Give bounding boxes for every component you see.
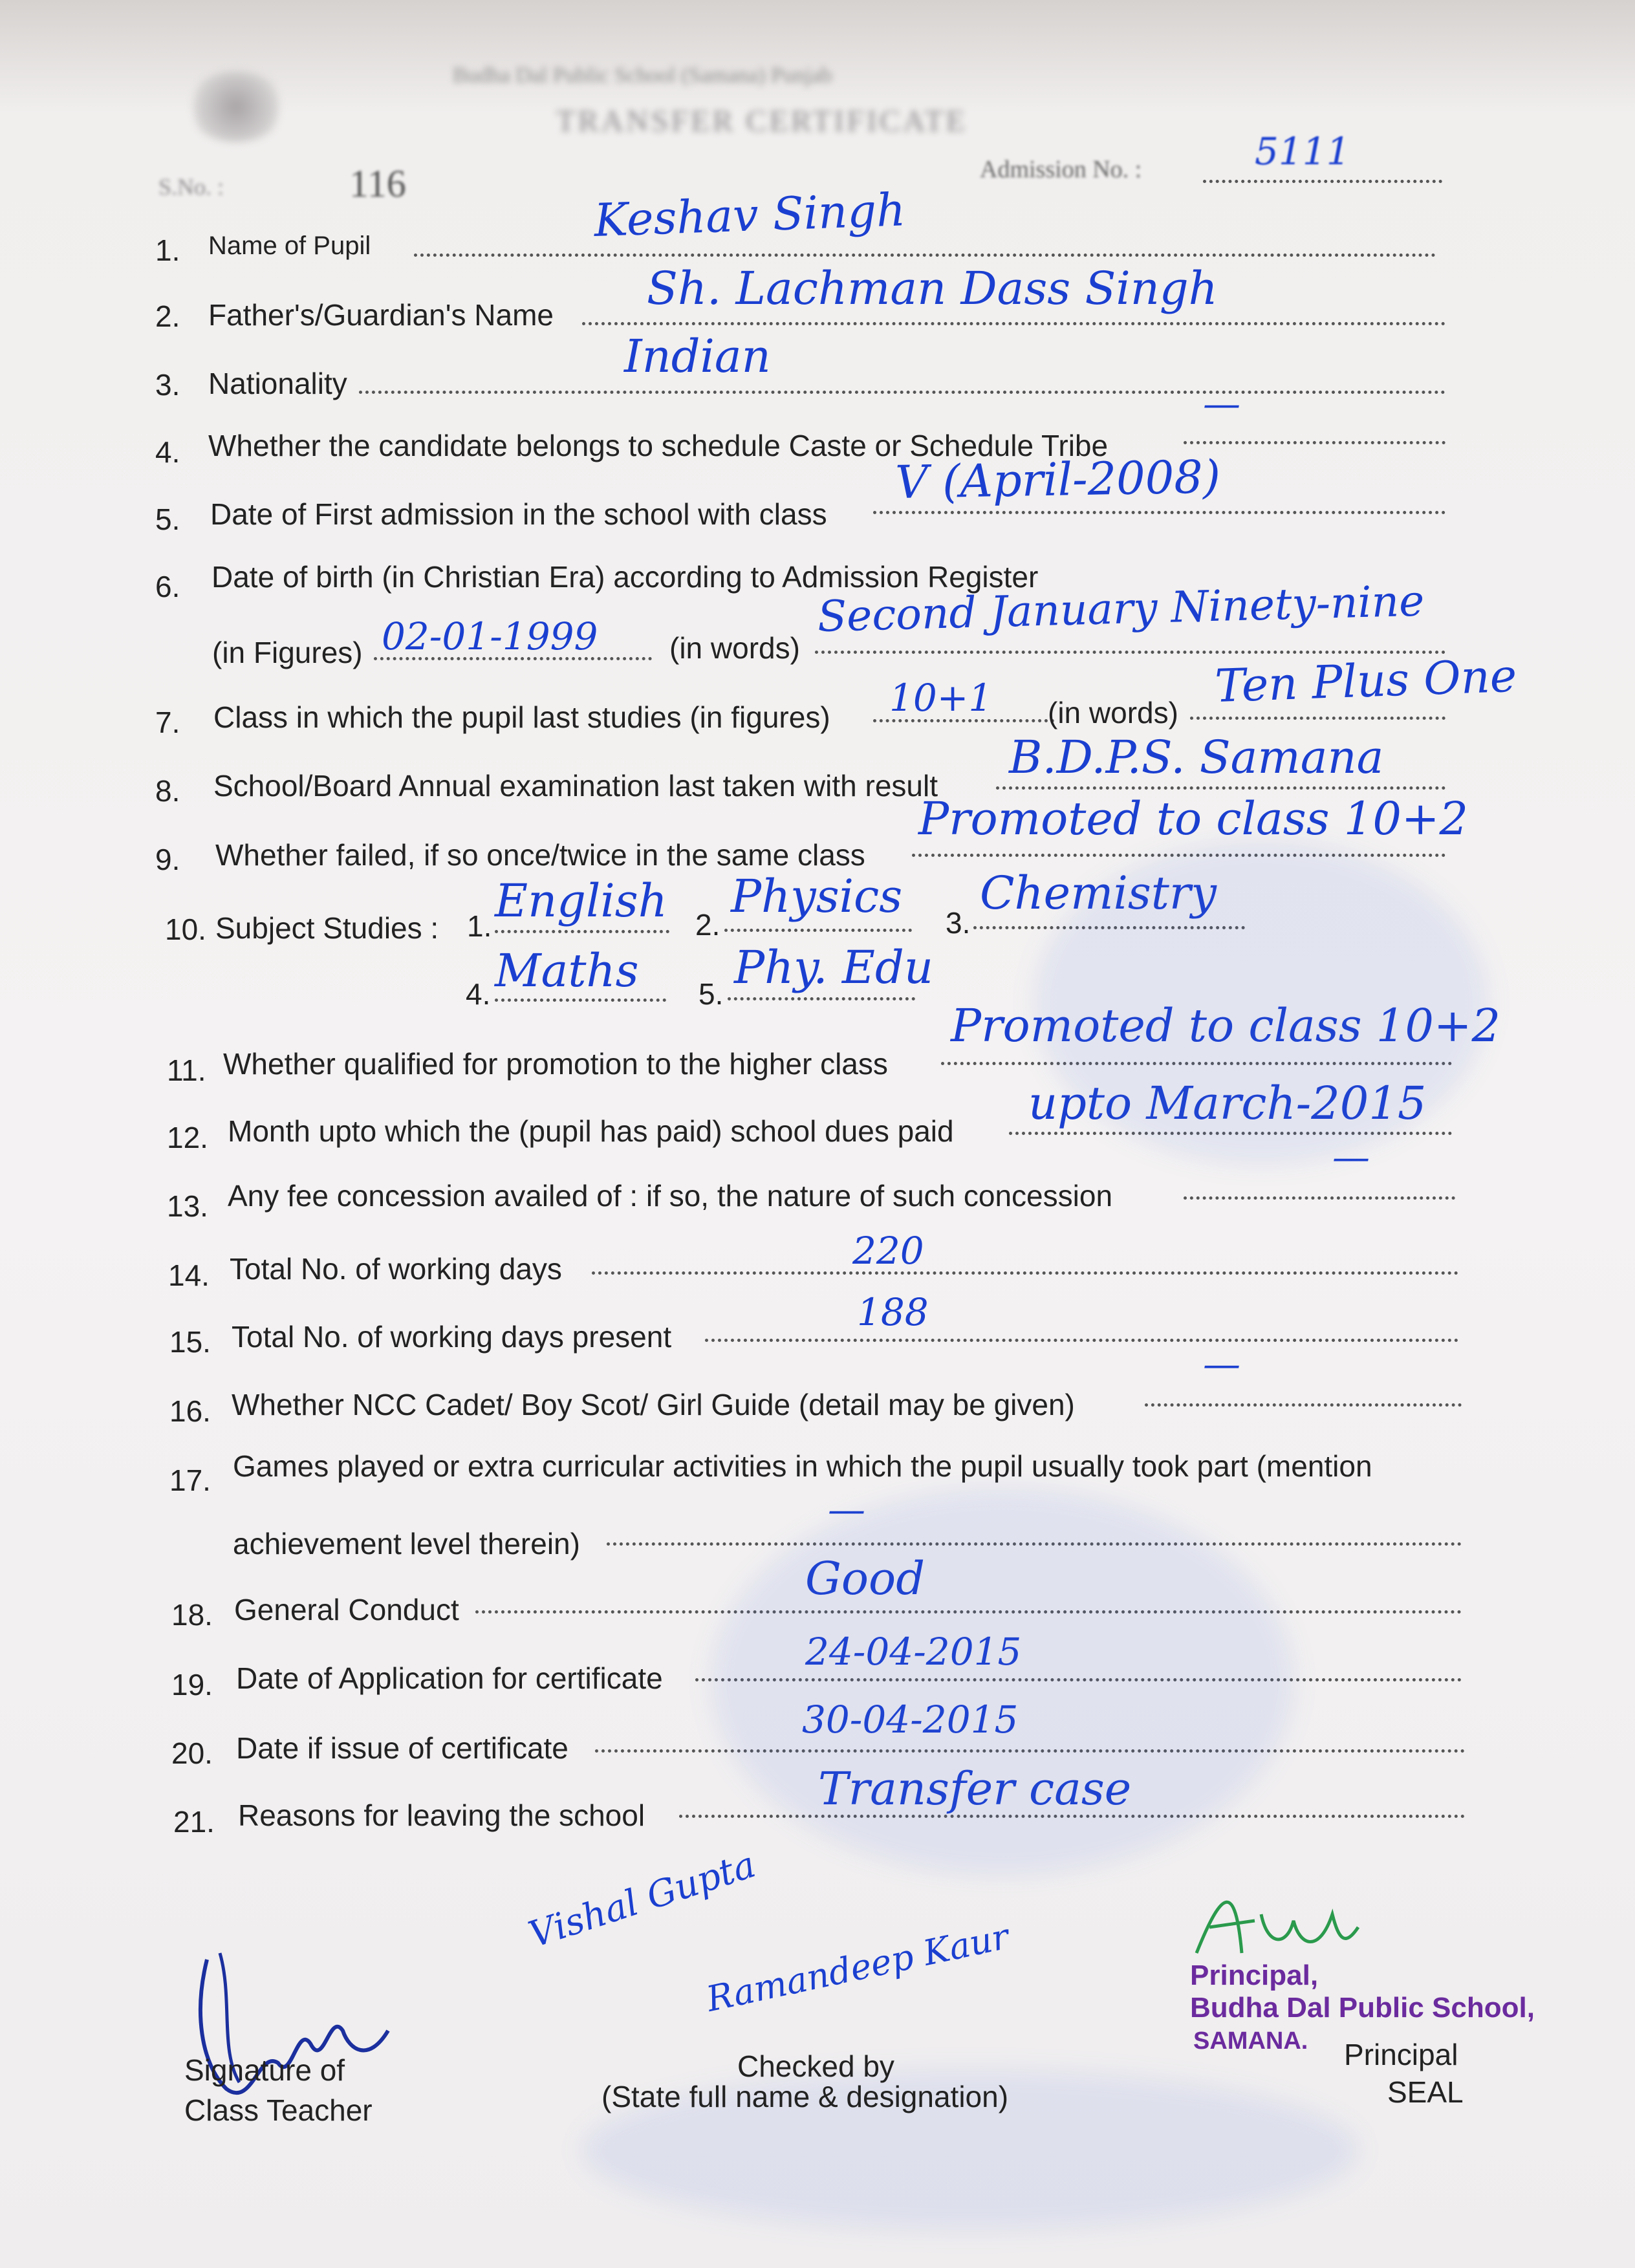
caste-value: — [1203, 382, 1240, 426]
leaving-reason-value: Transfer case [818, 1762, 1132, 1815]
subject-1-number: 1. [467, 909, 492, 943]
item-20-number: 20. [171, 1736, 213, 1770]
item-9-number: 9. [155, 843, 180, 876]
item-21-label: Reasons for leaving the school [238, 1798, 645, 1832]
item-3-label: Nationality [208, 367, 347, 400]
class-teacher-caption: Signature of Class Teacher [184, 2053, 373, 2127]
subject-5-number: 5. [698, 977, 724, 1011]
item-3-number: 3. [155, 368, 180, 402]
subject-1-value: English [495, 874, 667, 927]
item-6-number: 6. [155, 570, 180, 603]
checked-by-caption: Checked by [737, 2049, 894, 2083]
nationality-value: Indian [624, 330, 771, 383]
father-name-value: Sh. Lachman Dass Singh [647, 262, 1218, 315]
item-18-number: 18. [171, 1598, 213, 1632]
item-1-label: Name of Pupil [208, 232, 371, 260]
item-9-label: Whether failed, if so once/twice in the same class [215, 838, 865, 872]
dob-words-label: (in words) [669, 631, 800, 665]
sno-label: S.No. : [158, 174, 224, 200]
school-name-line: Budha Dal Public School (Samana) Punjab [453, 63, 832, 87]
item-16-number: 16. [169, 1394, 211, 1428]
days-present-value: 188 [857, 1290, 929, 1334]
failed-value: Promoted to class 10+2 [918, 792, 1469, 845]
item-13-label: Any fee concession availed of : if so, the nature of such concession [228, 1179, 1113, 1213]
principal-stamp-line2: Budha Dal Public School, [1190, 1992, 1535, 2024]
dues-paid-value: upto March-2015 [1028, 1077, 1427, 1130]
item-1-number: 1. [155, 233, 180, 267]
checker-signature-1: Vishal Gupta [523, 1843, 761, 1956]
sno-value: 116 [349, 162, 406, 205]
school-logo [188, 71, 285, 142]
item-18-label: General Conduct [234, 1593, 459, 1626]
item-19-label: Date of Application for certificate [236, 1661, 663, 1695]
item-17-label: Games played or extra curricular activities in which the pupil usually took part (mention [233, 1449, 1372, 1483]
conduct-value: Good [805, 1552, 926, 1605]
item-2-number: 2. [155, 299, 180, 333]
item-12-label: Month upto which the (pupil has paid) school dues paid [228, 1114, 954, 1148]
principal-stamp-line3: SAMANA. [1193, 2027, 1308, 2055]
checker-signature-2: Ramandeep Kaur [702, 1916, 1013, 2020]
item-7-number: 7. [155, 706, 180, 739]
item-15-number: 15. [169, 1325, 211, 1359]
pupil-name-value: Keshav Singh [593, 183, 907, 247]
last-class-words-value: Ten Plus One [1214, 649, 1518, 713]
games-value: — [828, 1487, 865, 1531]
last-class-words-label: (in words) [1048, 696, 1178, 729]
first-admission-value: V (April-2008) [894, 450, 1221, 509]
item-21-number: 21. [173, 1805, 215, 1839]
working-days-value: 220 [852, 1229, 924, 1273]
item-15-label: Total No. of working days present [232, 1320, 672, 1354]
subject-3-value: Chemistry [980, 867, 1217, 920]
item-11-number: 11. [167, 1053, 206, 1087]
item-20-label: Date if issue of certificate [236, 1731, 568, 1765]
item-13-number: 13. [167, 1189, 208, 1223]
item-6-label: Date of birth (in Christian Era) according to Admission Register [211, 560, 1039, 594]
item-8-label: School/Board Annual examination last taken with result [213, 769, 938, 803]
item-12-number: 12. [167, 1121, 208, 1154]
last-exam-value: B.D.P.S. Samana [1009, 731, 1384, 784]
checked-by-note: (State full name & designation) [601, 2080, 1009, 2113]
admission-number-handwritten: 5111 [1255, 129, 1350, 173]
item-8-number: 8. [155, 774, 180, 808]
fee-concession-value: — [1332, 1135, 1370, 1179]
item-16-label: Whether NCC Cadet/ Boy Scot/ Girl Guide (detail may be given) [232, 1388, 1075, 1421]
promotion-value: Promoted to class 10+2 [951, 999, 1501, 1052]
issue-date-value: 30-04-2015 [802, 1698, 1019, 1742]
subject-2-value: Physics [731, 870, 903, 923]
item-14-label: Total No. of working days [230, 1252, 562, 1286]
item-5-number: 5. [155, 502, 180, 536]
item-17-label-cont: achievement level therein) [233, 1527, 580, 1561]
last-class-figures-value: 10+1 [889, 676, 993, 720]
subject-4-value: Maths [495, 944, 639, 997]
seal-caption: SEAL [1387, 2075, 1464, 2109]
subject-4-number: 4. [466, 977, 491, 1011]
item-19-number: 19. [171, 1668, 213, 1701]
dob-words-value: Second January Ninety-nine [816, 576, 1425, 642]
item-10-number: 10. [165, 913, 206, 946]
certificate-title: TRANSFER CERTIFICATE [556, 104, 968, 138]
principal-caption: Principal [1344, 2038, 1458, 2071]
subject-2-number: 2. [695, 908, 720, 942]
item-4-number: 4. [155, 435, 180, 469]
item-11-label: Whether qualified for promotion to the higher class [223, 1047, 888, 1081]
application-date-value: 24-04-2015 [805, 1630, 1022, 1674]
item-4-label: Whether the candidate belongs to schedule Caste or Schedule Tribe [208, 429, 1109, 462]
dob-figures-value: 02-01-1999 [382, 614, 598, 658]
item-17-number: 17. [169, 1463, 211, 1497]
principal-stamp-line1: Principal, [1190, 1960, 1319, 1991]
item-10-label: Subject Studies : [215, 911, 439, 945]
item-14-number: 14. [168, 1258, 210, 1292]
dob-figures-label: (in Figures) [212, 636, 363, 669]
item-5-label: Date of First admission in the school with class [210, 497, 827, 531]
subject-3-number: 3. [946, 906, 971, 940]
admission-label: Admission No. : [980, 156, 1142, 183]
item-7-label: Class in which the pupil last studies (in figures) [213, 700, 830, 734]
ncc-value: — [1203, 1342, 1240, 1386]
subject-5-value: Phy. Edu [734, 941, 933, 994]
item-2-label: Father's/Guardian's Name [208, 298, 554, 332]
